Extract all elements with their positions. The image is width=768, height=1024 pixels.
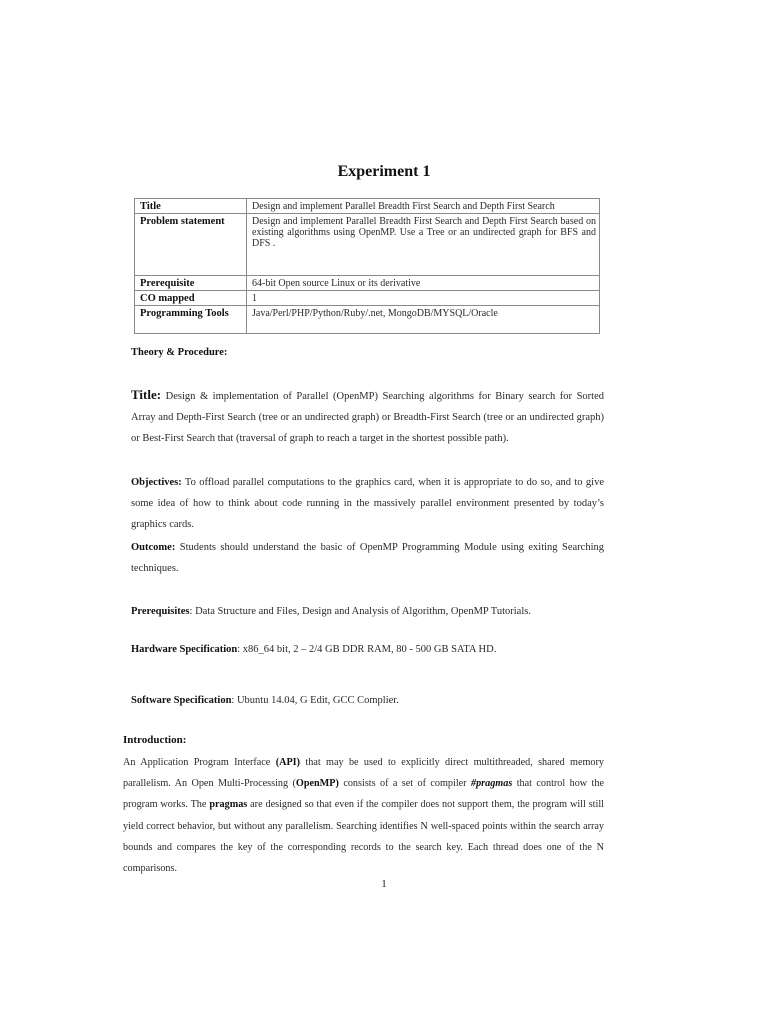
intro-openmp: OpenMP) xyxy=(295,778,339,790)
intro-text-4: that control how the program works. The xyxy=(123,778,604,811)
prerequisite-value: 64-bit Open source Linux or its derivative xyxy=(247,276,600,291)
outcome-paragraph xyxy=(131,537,604,579)
introduction-heading: Introduction: xyxy=(123,734,187,746)
experiment-info-table xyxy=(134,198,600,334)
programming-tools-value: Java/Perl/PHP/Python/Ruby/.net, MongoDB/MYSQL/Oracle xyxy=(247,306,600,334)
table-row xyxy=(135,306,600,334)
prerequisites-label: Prerequisites xyxy=(131,606,190,617)
intro-text-3: consists of a set of compiler xyxy=(338,778,471,790)
objectives-label: Objectives: xyxy=(131,477,182,488)
objectives-text: To offload parallel computations to the graphics card, when it is appropriate to do so, and to give some idea of how to think about code running in the massively parallel environment presented by today’s graphics cards. xyxy=(131,477,604,530)
co-mapped-value: 1 xyxy=(247,291,600,306)
table-row xyxy=(135,199,600,214)
objectives-paragraph xyxy=(131,472,604,535)
introduction-paragraph xyxy=(123,752,604,879)
title-section-label: Title: xyxy=(131,387,162,402)
title-value: Design and implement Parallel Breadth First Search and Depth First Search xyxy=(247,199,600,214)
title-paragraph xyxy=(131,384,604,449)
intro-pragmas-italic: #pragmas xyxy=(470,778,513,790)
title-section-text: Design & implementation of Parallel (OpenMP) Searching algorithms for Binary search for Sorted Array and Depth-First Search (tree or an undirected graph) or Breadth-First Search (tree or an undirected graph) or Best-First Search that (traversal of graph to reach a target in the shortest possible path). xyxy=(131,391,604,444)
table-row xyxy=(135,276,600,291)
software-text: : Ubuntu 14.04, G Edit, GCC Complier. xyxy=(231,695,399,706)
hardware-paragraph xyxy=(131,639,604,660)
programming-tools-label: Programming Tools xyxy=(135,306,247,334)
prerequisite-label: Prerequisite xyxy=(135,276,247,291)
hardware-text: : x86_64 bit, 2 – 2/4 GB DDR RAM, 80 - 500 GB SATA HD. xyxy=(237,644,497,655)
outcome-label: Outcome: xyxy=(131,542,176,553)
intro-text-1: An Application Program Interface xyxy=(123,757,276,768)
co-mapped-label: CO mapped xyxy=(135,291,247,306)
software-label: Software Specification xyxy=(131,695,232,706)
experiment-heading: Experiment 1 xyxy=(337,163,431,180)
title-label: Title xyxy=(135,199,247,214)
outcome-text: Students should understand the basic of OpenMP Programming Module using exiting Searching techniques. xyxy=(131,542,604,574)
theory-procedure-heading: Theory & Procedure: xyxy=(131,347,228,358)
software-paragraph xyxy=(131,690,604,711)
table-row xyxy=(135,291,600,306)
intro-text-2: that may be used to explicitly direct multithreaded, shared memory parallelism. An Open Multi-Processing ( xyxy=(123,757,604,790)
problem-statement-label: Problem statement xyxy=(135,214,247,276)
intro-text-5: are designed so that even if the compiler does not support them, the program will still yield correct behavior, but without any parallelism. Searching identifies N well-spaced points within the search array bounds and compares the key of the corresponding records to the search key. Each thread does one of the N comparisons. xyxy=(123,799,605,875)
problem-statement-value: Design and implement Parallel Breadth First Search and Depth First Search based on existing algorithms using OpenMP. Use a Tree or an undirected graph for BFS and DFS . xyxy=(247,214,600,276)
prerequisites-paragraph xyxy=(131,601,604,622)
table-row xyxy=(135,214,600,276)
hardware-label: Hardware Specification xyxy=(131,644,238,655)
intro-api: (API) xyxy=(275,757,301,768)
page-number: 1 xyxy=(381,878,387,890)
intro-pragmas: pragmas xyxy=(209,799,248,811)
prerequisites-text: : Data Structure and Files, Design and Analysis of Algorithm, OpenMP Tutorials. xyxy=(189,606,531,617)
